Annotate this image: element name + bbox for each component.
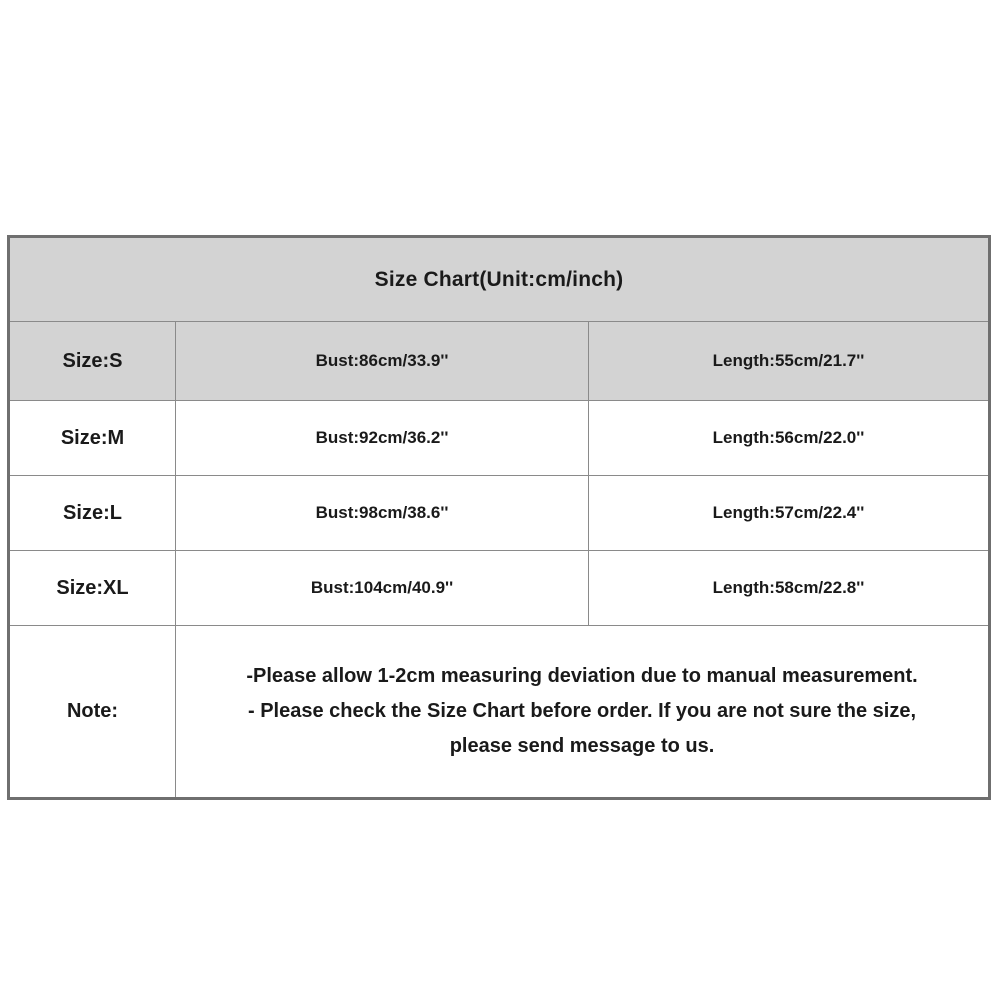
note-row [10,626,988,797]
length-cell: Length:58cm/22.8'' [712,578,865,597]
table-row [10,551,988,626]
size-chart-table [7,235,991,800]
bust-cell: Bust:104cm/40.9'' [176,551,589,625]
note-text [176,626,988,797]
size-cell: Size:L [10,476,176,550]
bust-cell: Bust:86cm/33.9'' [176,322,589,400]
size-cell: Size:XL [10,551,176,625]
size-cell: Size:M [10,401,176,475]
note-label: Note: [10,626,176,797]
note-line: - Please check the Size Chart before order. If you are not sure the size, [248,700,916,722]
note-line: -Please allow 1-2cm measuring deviation due to manual measurement. [246,665,918,687]
bust-cell: Bust:98cm/38.6'' [176,476,589,550]
size-cell: Size:S [10,322,176,400]
length-cell: Length:57cm/22.4'' [712,503,865,522]
bust-cell: Bust:92cm/36.2'' [176,401,589,475]
table-row [10,476,988,551]
table-row [10,322,988,401]
note-line: please send message to us. [449,735,715,757]
chart-title: Size Chart(Unit:cm/inch) [10,238,988,322]
table-row [10,401,988,476]
length-cell: Length:55cm/21.7'' [712,351,865,370]
length-cell: Length:56cm/22.0'' [712,428,865,447]
